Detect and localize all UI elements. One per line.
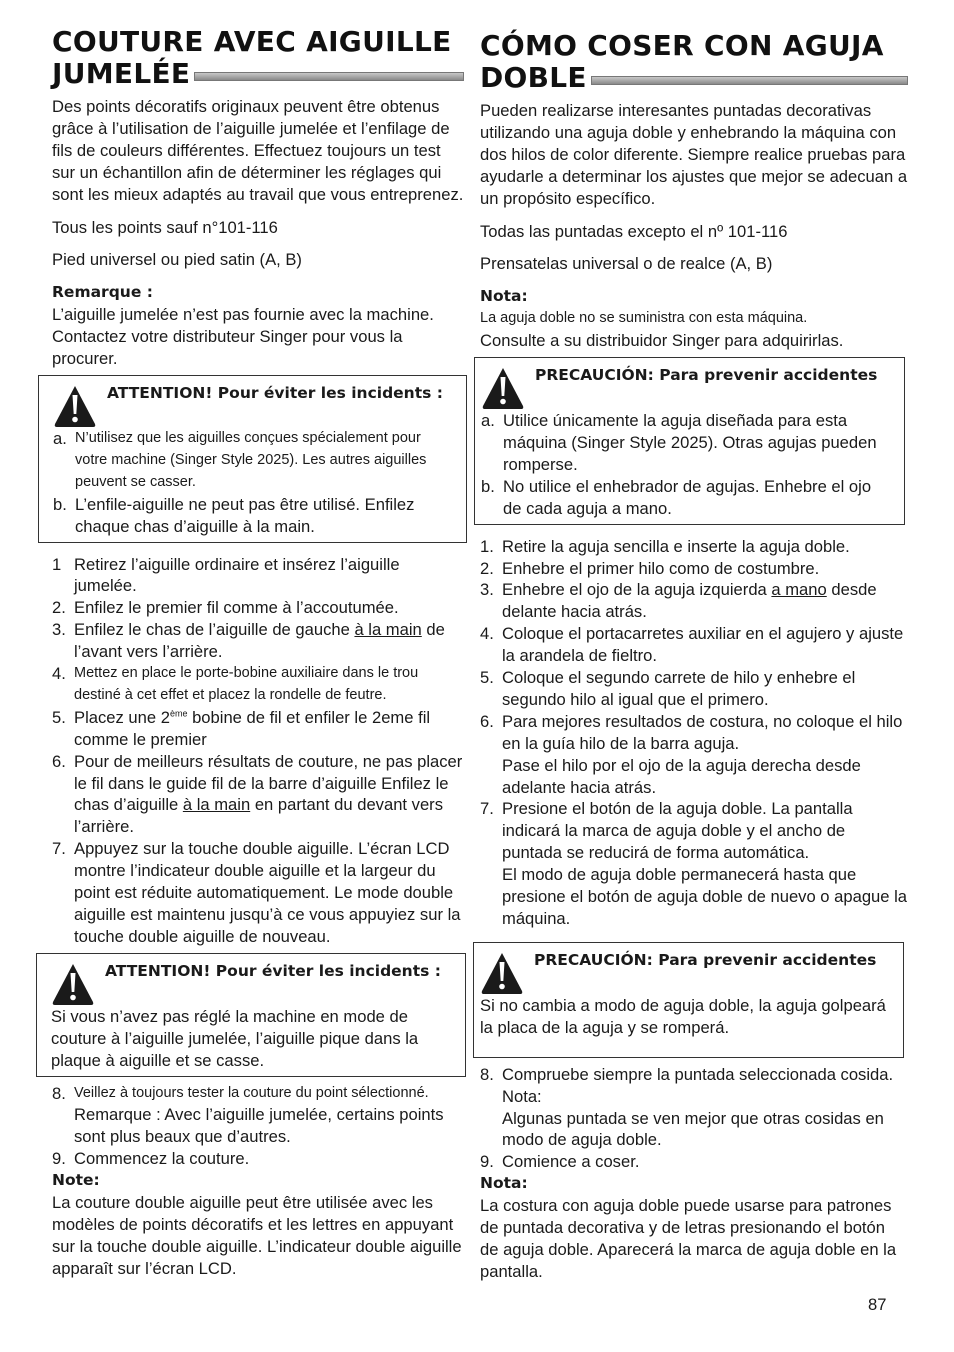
es-note-text: La costura con aguja doble puede usarse para patrones de puntada decorativa y de letras presionando el botón de aguja doble. Aparecerá la marca de aguja doble en la pantalla. bbox=[480, 1196, 897, 1281]
warning-icon bbox=[480, 951, 524, 995]
es-warning-1-title: PRECAUCIÓN: Para prevenir accidentes bbox=[535, 366, 878, 385]
es-intro: Pueden realizarse interesantes puntadas decorativas utilizando una aguja doble y enhebrando la máquina con dos hilos de color diferente. Siempre realice pruebas para ayudarle a determinar los ajustes que mejor se adecuan a un propósito específico. bbox=[480, 101, 908, 208]
french-column bbox=[52, 26, 464, 1280]
list-item: b. No utilice el enhebrador de agujas. Enhebre el ojo de cada aguja a mano. bbox=[481, 476, 872, 518]
spanish-column bbox=[480, 30, 908, 1283]
fr-title bbox=[52, 26, 464, 90]
fr-remark-label: Remarque : bbox=[52, 283, 153, 302]
warning-icon bbox=[53, 384, 97, 428]
list-item: 6. Pour de meilleurs résultats de couture, ne pas placer le fil dans le guide fil de la barre d’aiguille Enfilez le chas d’aiguille à la main en partant du devant vers l’arrière. bbox=[52, 751, 463, 837]
fr-warning-box-1 bbox=[38, 375, 467, 543]
list-item: b. L’enfile-aiguille ne peut pas être utilisé. Enfilez chaque chas d’aiguille à la main. bbox=[53, 494, 415, 536]
list-item: 9. Commencez la couture. bbox=[52, 1149, 250, 1169]
es-note-label: Nota: bbox=[480, 1174, 528, 1193]
warning-icon bbox=[481, 366, 525, 410]
list-item: 2. Enhebre el primer hilo como de costumbre. bbox=[480, 558, 820, 578]
list-item: 7. Presione el botón de la aguja doble. La pantalla indicará la marca de aguja doble y el ancho de puntada se reducirá de forma automática. El modo de aguja doble permanecerá hasta que presione el botón de aguja doble de nuevo o apague la máquina. bbox=[480, 799, 908, 928]
fr-warning-2-text: Si vous n’avez pas réglé la machine en mode de couture à l’aiguille jumelée, l’aiguille pique dans la plaque à aiguille et se casse. bbox=[51, 1006, 419, 1070]
title-rule bbox=[591, 76, 908, 85]
es-title-line1: CÓMO COSER CON AGUJA bbox=[480, 29, 884, 62]
es-stitches: Todas las puntadas excepto el nº 101-116 bbox=[480, 221, 788, 241]
list-item: 8. Veillez à toujours tester la couture du point sélectionné. Remarque : Avec l’aiguille jumelée, certains points sont plus beaux que d’autres. bbox=[52, 1083, 444, 1147]
list-item: 3. Enfilez le chas de l’aiguille de gauche à la main de l’avant vers l’arrière. bbox=[52, 620, 445, 662]
es-title bbox=[480, 30, 908, 94]
fr-foot: Pied universel ou pied satin (A, B) bbox=[52, 250, 302, 270]
fr-intro: Des points décoratifs originaux peuvent être obtenus grâce à l’utilisation de l’aiguille jumelée et l’enfilage de fils de couleurs différentes. Effectuez toujours un test sur un échantillon afin de déterminer les réglages qui sont les mieux adaptés au travail que vous entreprenez. bbox=[52, 97, 464, 204]
es-title-line2: DOBLE bbox=[480, 61, 587, 94]
list-item: 1 Retirez l’aiguille ordinaire et insérez l’aiguille jumelée. bbox=[52, 554, 400, 596]
es-warning-2-title: PRECAUCIÓN: Para prevenir accidentes bbox=[534, 950, 877, 969]
es-warning-box-2 bbox=[473, 942, 904, 1058]
list-item: 4. Mettez en place le porte-bobine auxiliaire dans le trou destiné à cet effet et placez la rondelle de feutre. bbox=[52, 664, 419, 703]
es-steps-2 bbox=[480, 1064, 908, 1174]
list-item: a. N’utilisez que les aiguilles conçues spécialement pour votre machine (Singer Style 2025). Les autres aiguilles peuvent se casser. bbox=[53, 428, 427, 490]
list-item: 9. Comience a coser. bbox=[480, 1152, 640, 1172]
es-foot: Prensatelas universal o de realce (A, B) bbox=[480, 254, 773, 274]
list-item: 3. Enhebre el ojo de la aguja izquierda a mano desde delante hacia atrás. bbox=[480, 580, 877, 622]
list-item: 5. Placez une 2ème bobine de fil et enfiler le 2eme fil comme le premier bbox=[52, 707, 431, 749]
es-steps bbox=[480, 536, 908, 930]
warning-icon bbox=[51, 962, 95, 1006]
list-item: 8. Compruebe siempre la puntada seleccionada cosida. Nota: Algunas puntada se ven mejor que otras cosidas en modo de aguja doble. bbox=[480, 1064, 894, 1150]
fr-note-text: La couture double aiguille peut être utilisée avec les modèles de points décoratifs et les lettres en appuyant sur la touche double aiguille. L’indicateur double aiguille apparaît sur l’écran LCD. bbox=[52, 1193, 462, 1278]
list-item: 2. Enfilez le premier fil comme à l’accoutumée. bbox=[52, 598, 399, 618]
list-item: 6. Para mejores resultados de costura, no coloque el hilo en la guía hilo de la barra aguja. Pase el hilo por el ojo de la aguja derecha desde adelante hacia atrás. bbox=[480, 711, 903, 797]
fr-remark-text: L’aiguille jumelée n’est pas fournie avec la machine. Contactez votre distributeur Singer pour vous la procurer. bbox=[52, 305, 434, 369]
fr-steps bbox=[52, 554, 464, 948]
list-item: a. Utilice únicamente la aguja diseñada para esta máquina (Singer Style 2025). Otras agujas pueden romperse. bbox=[481, 411, 877, 474]
list-item: 7. Appuyez sur la touche double aiguille. L’écran LCD montre l’indicateur double aiguille et la largeur du point est réduite automatiquement. Le mode double aiguille est maintenu jusqu’à ce vous appuyiez sur la touche double aiguille de nouveau. bbox=[52, 839, 461, 946]
fr-note-label: Note: bbox=[52, 1171, 100, 1190]
list-item: 4. Coloque el portacarretes auxiliar en el agujero y ajuste la arandela de fieltro. bbox=[480, 624, 904, 666]
title-rule bbox=[194, 72, 464, 81]
fr-title-line1: COUTURE AVEC AIGUILLE bbox=[52, 25, 452, 58]
fr-warning-box-2 bbox=[36, 953, 466, 1077]
list-item: 1. Retire la aguja sencilla e inserte la aguja doble. bbox=[480, 536, 850, 556]
es-warning-box-1 bbox=[474, 357, 905, 525]
page-number: 87 bbox=[868, 1295, 887, 1314]
fr-warning-1-title: ATTENTION! Pour éviter les incidents : bbox=[107, 383, 443, 402]
fr-title-line2: JUMELÉE bbox=[52, 57, 191, 90]
fr-warning-2-title: ATTENTION! Pour éviter les incidents : bbox=[105, 961, 441, 980]
es-warning-2-text: Si no cambia a modo de aguja doble, la aguja golpeará la placa de la aguja y se romperá. bbox=[480, 995, 886, 1037]
fr-steps-2 bbox=[52, 1083, 464, 1171]
list-item: 5. Coloque el segundo carrete de hilo y enhebre el segundo hilo al igual que el primero. bbox=[480, 668, 856, 709]
es-nota-label: Nota: bbox=[480, 287, 528, 306]
es-nota-small: La aguja doble no se suministra con esta máquina. bbox=[480, 310, 808, 327]
fr-stitches: Tous les points sauf n°101-116 bbox=[52, 217, 278, 237]
es-nota-text: Consulte a su distribuidor Singer para adquirirlas. bbox=[480, 331, 844, 351]
